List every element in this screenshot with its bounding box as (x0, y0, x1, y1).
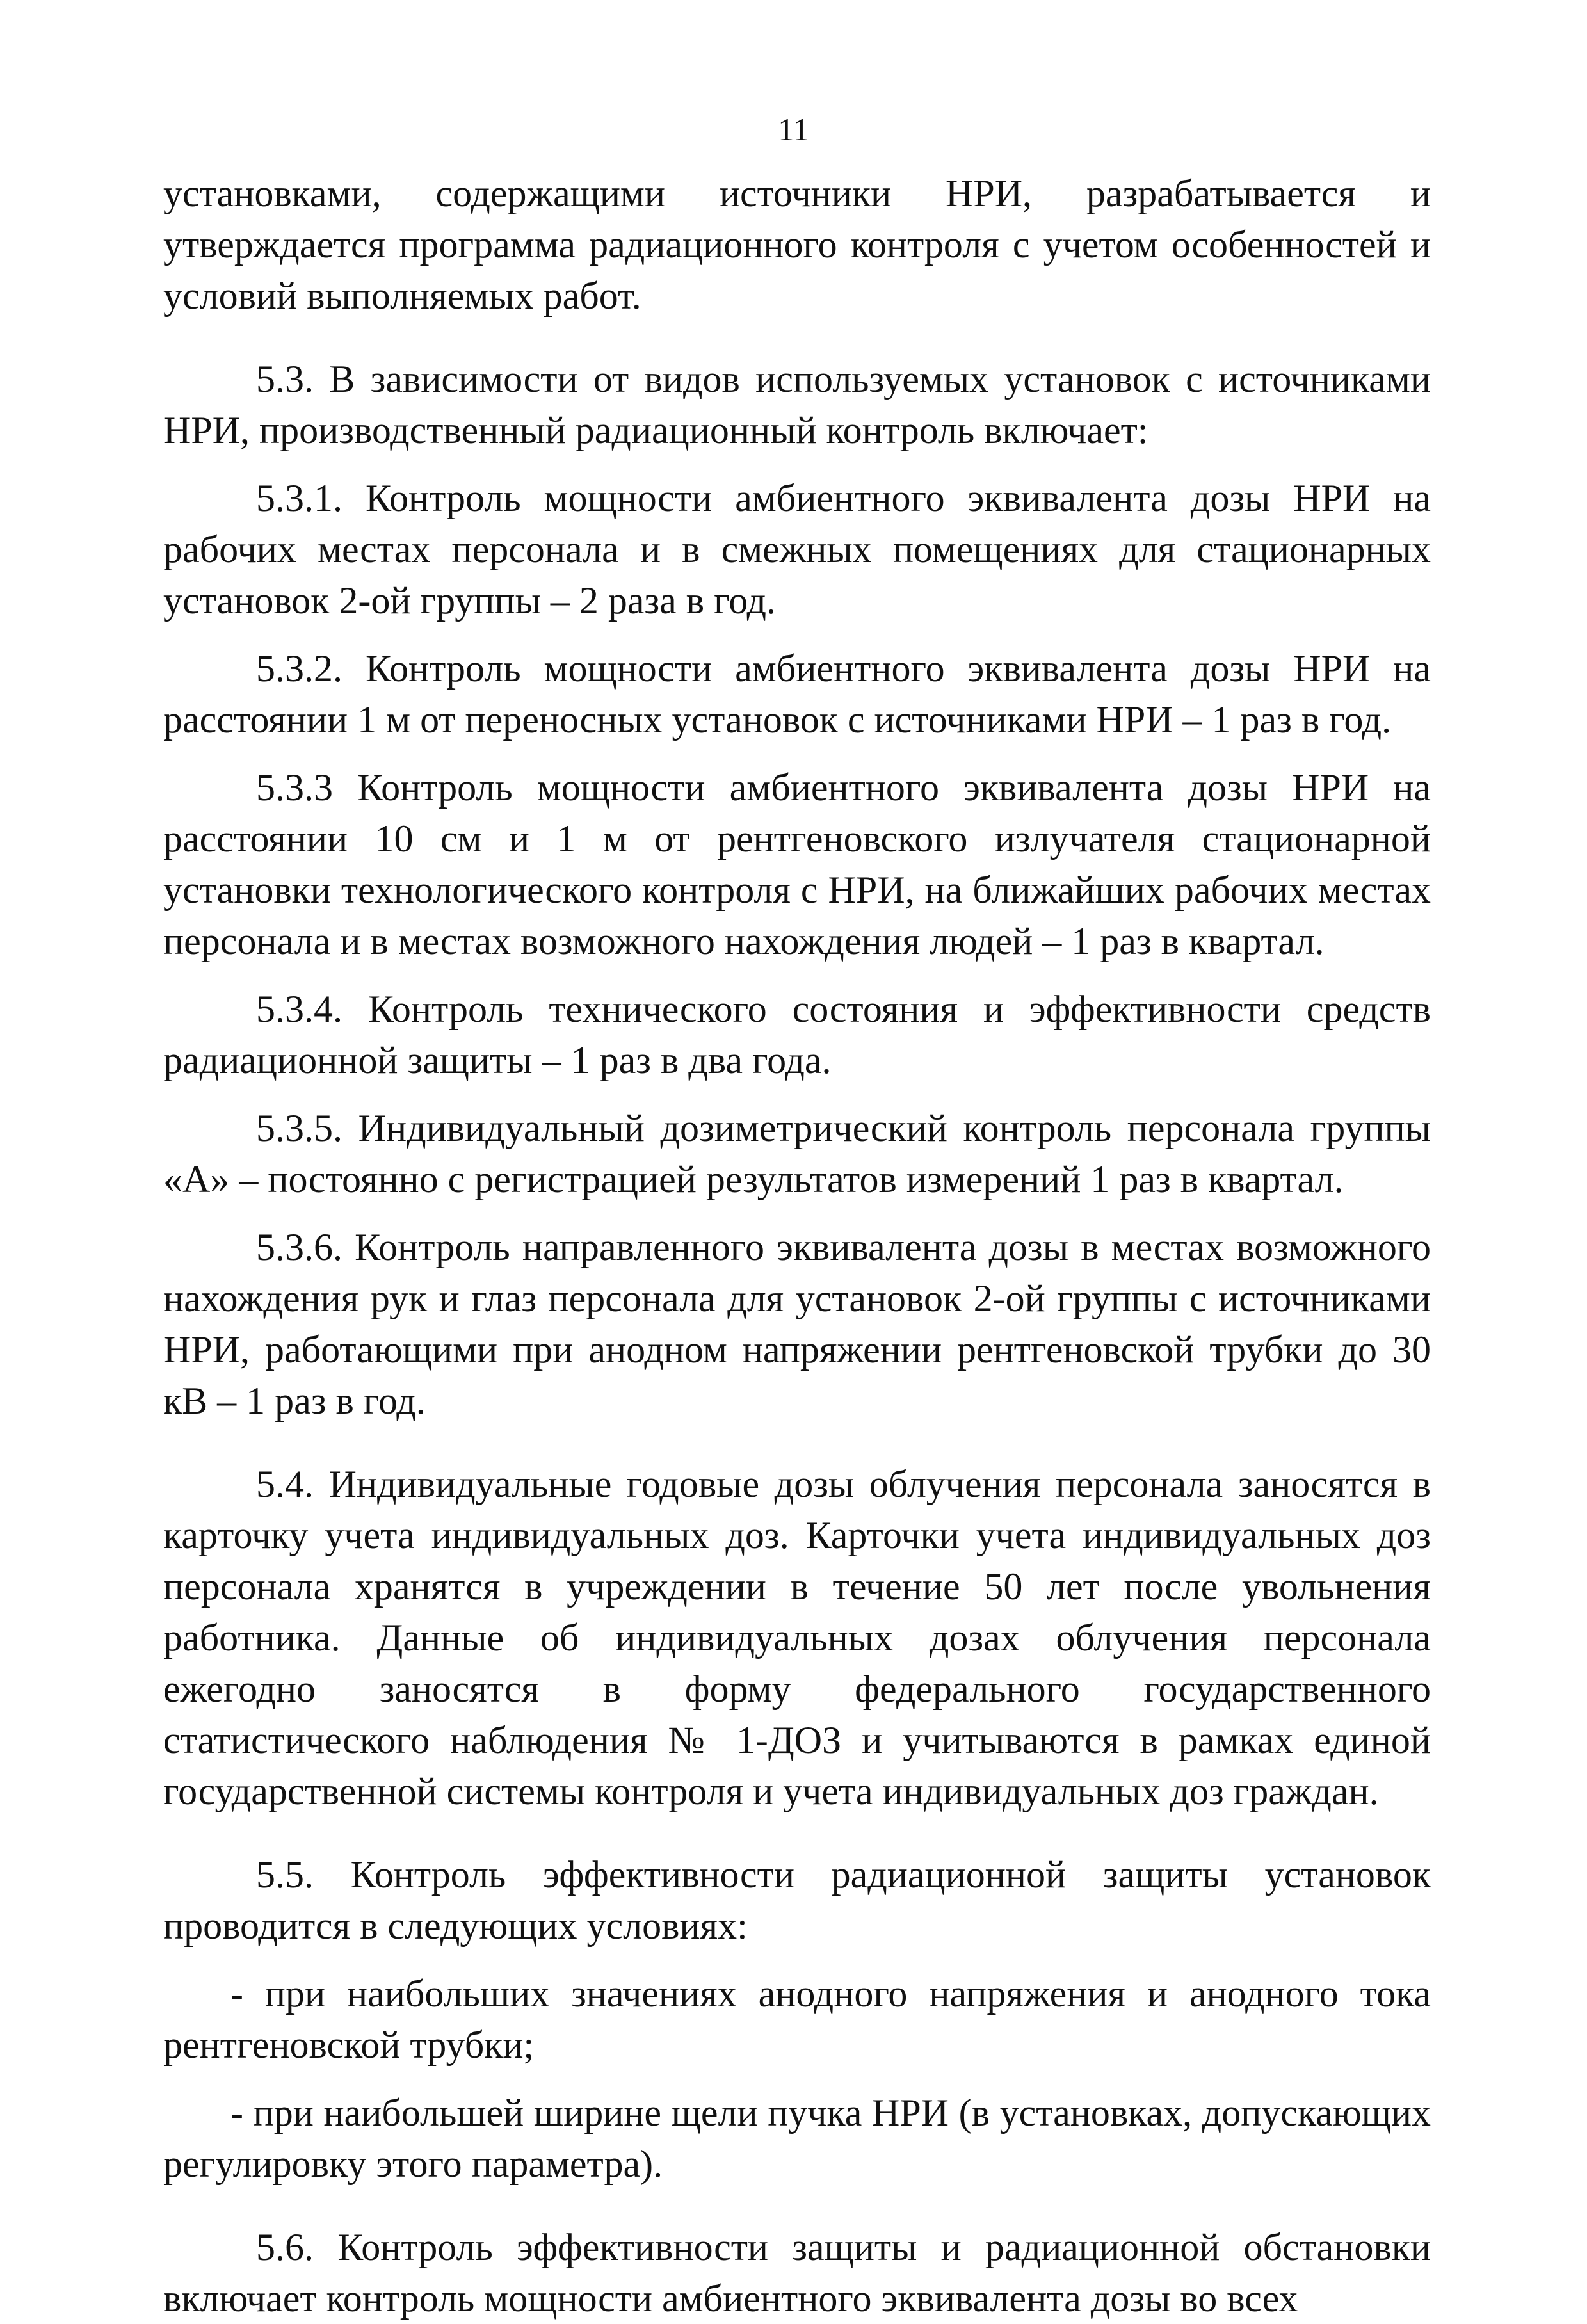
document-body (163, 168, 1431, 2324)
paragraph-5-3-2: 5.3.2. Контроль мощности амбиентного эквивалента дозы НРИ на расстоянии 1 м от переносных установок с источниками НРИ – 1 раз в год. (163, 647, 1431, 741)
paragraph-5-3: 5.3. В зависимости от видов используемых установок с источниками НРИ, производственный радиационный контроль включает: (163, 358, 1431, 451)
paragraph-5-4: 5.4. Индивидуальные годовые дозы облучения персонала заносятся в карточку учета индивидуальных доз. Карточки учета индивидуальных доз персонала хранятся в учреждении в течение 50 лет после увольнения работника. Данные об индивидуальных дозах облучения персонала ежегодно заносятся в форму федерального государственного статистического наблюдения № 1-ДОЗ и учитываются в рамках единой государственной системы контроля и учета индивидуальных доз граждан. (163, 1463, 1431, 1812)
paragraph-5-3-3: 5.3.3 Контроль мощности амбиентного эквивалента дозы НРИ на расстоянии 10 см и 1 м от рентгеновского излучателя стационарной установки технологического контроля с НРИ, на ближайших рабочих местах персонала и в местах возможного нахождения людей – 1 раз в квартал. (163, 766, 1431, 962)
paragraph-5-3-6: 5.3.6. Контроль направленного эквивалента дозы в местах возможного нахождения рук и глаз персонала для установок 2-ой группы с источниками НРИ, работающими при анодном напряжении рентгеновской трубки до 30 кВ – 1 раз в год. (163, 1226, 1431, 1422)
paragraph-5-3-4: 5.3.4. Контроль технического состояния и эффективности средств радиационной защиты – 1 раз в два года. (163, 988, 1431, 1081)
page-number: 11 (778, 111, 809, 147)
paragraph-continuation: установками, содержащими источники НРИ, разрабатывается и утверждается программа радиационного контроля с учетом особенностей и условий выполняемых работ. (163, 172, 1431, 317)
list-item-beam-slit: - при наибольшей ширине щели пучка НРИ (в установках, допускающих регулировку этого параметра). (163, 2092, 1431, 2185)
paragraph-5-3-5: 5.3.5. Индивидуальный дозиметрический контроль персонала группы «А» – постоянно с регистрацией результатов измерений 1 раз в квартал. (163, 1107, 1431, 1200)
paragraph-5-3-1: 5.3.1. Контроль мощности амбиентного эквивалента дозы НРИ на рабочих местах персонала и в смежных помещениях для стационарных установок 2-ой группы – 2 раза в год. (163, 477, 1431, 622)
paragraph-5-5: 5.5. Контроль эффективности радиационной защиты установок проводится в следующих условиях: (163, 1853, 1431, 1947)
paragraph-5-6: 5.6. Контроль эффективности защиты и радиационной обстановки включает контроль мощности амбиентного эквивалента дозы во всех (163, 2226, 1431, 2320)
list-item-anode-voltage: - при наибольших значениях анодного напряжения и анодного тока рентгеновской трубки; (163, 1973, 1431, 2066)
